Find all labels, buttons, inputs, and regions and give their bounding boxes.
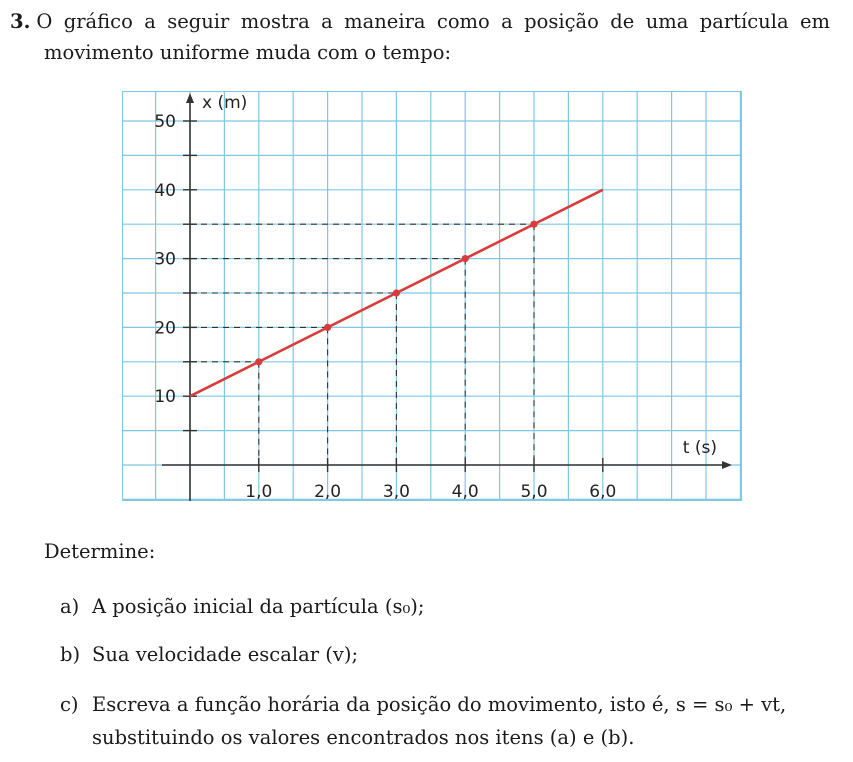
determine-prompt: Determine: xyxy=(44,540,156,563)
grid-border xyxy=(123,92,742,501)
item-b xyxy=(60,638,358,671)
item-c-continuation: substituindo os valores encontrados nos itens (a) e (b). xyxy=(92,726,635,750)
x-tick-label: 6,0 xyxy=(589,482,617,501)
item-b-label: b) xyxy=(60,643,81,666)
y-axis-arrow xyxy=(186,93,194,103)
y-tick-label: 20 xyxy=(154,318,176,339)
item-c-label: c) xyxy=(60,693,79,716)
data-point xyxy=(530,221,537,228)
data-point xyxy=(462,255,469,262)
item-c xyxy=(60,688,830,754)
x-tick-label: 5,0 xyxy=(520,482,548,501)
data-point xyxy=(324,324,331,331)
y-tick-label: 40 xyxy=(154,180,176,201)
question-text-line1: O gráfico a seguir mostra a maneira como a posição de uma partícula em xyxy=(36,10,830,33)
question-line-1 xyxy=(10,6,830,37)
item-b-text: Sua velocidade escalar (v); xyxy=(92,643,359,666)
position-time-chart xyxy=(122,91,742,501)
x-tick-label: 2,0 xyxy=(314,482,342,501)
item-a-label: a) xyxy=(60,595,80,618)
data-point xyxy=(255,358,262,365)
item-a xyxy=(60,590,424,623)
y-tick-label: 50 xyxy=(154,112,176,132)
y-tick-label: 10 xyxy=(154,387,176,408)
question-header xyxy=(10,6,830,68)
x-axis-label: t (s) xyxy=(682,438,717,458)
y-axis-label: x (m) xyxy=(202,93,248,113)
y-tick-label: 30 xyxy=(154,249,176,270)
item-a-text: A posição inicial da partícula (s₀); xyxy=(92,595,425,618)
item-c-text: Escreva a função horária da posição do movimento, isto é, s = s₀ + vt, xyxy=(92,693,787,716)
question-number: 3. xyxy=(10,10,31,33)
x-tick-label: 3,0 xyxy=(382,482,410,501)
chart-svg xyxy=(122,91,742,501)
question-text-line2: movimento uniforme muda com o tempo: xyxy=(44,41,452,65)
data-point xyxy=(393,289,400,296)
x-tick-label: 1,0 xyxy=(245,482,273,501)
x-tick-label: 4,0 xyxy=(451,482,479,501)
x-axis-arrow xyxy=(722,461,732,469)
